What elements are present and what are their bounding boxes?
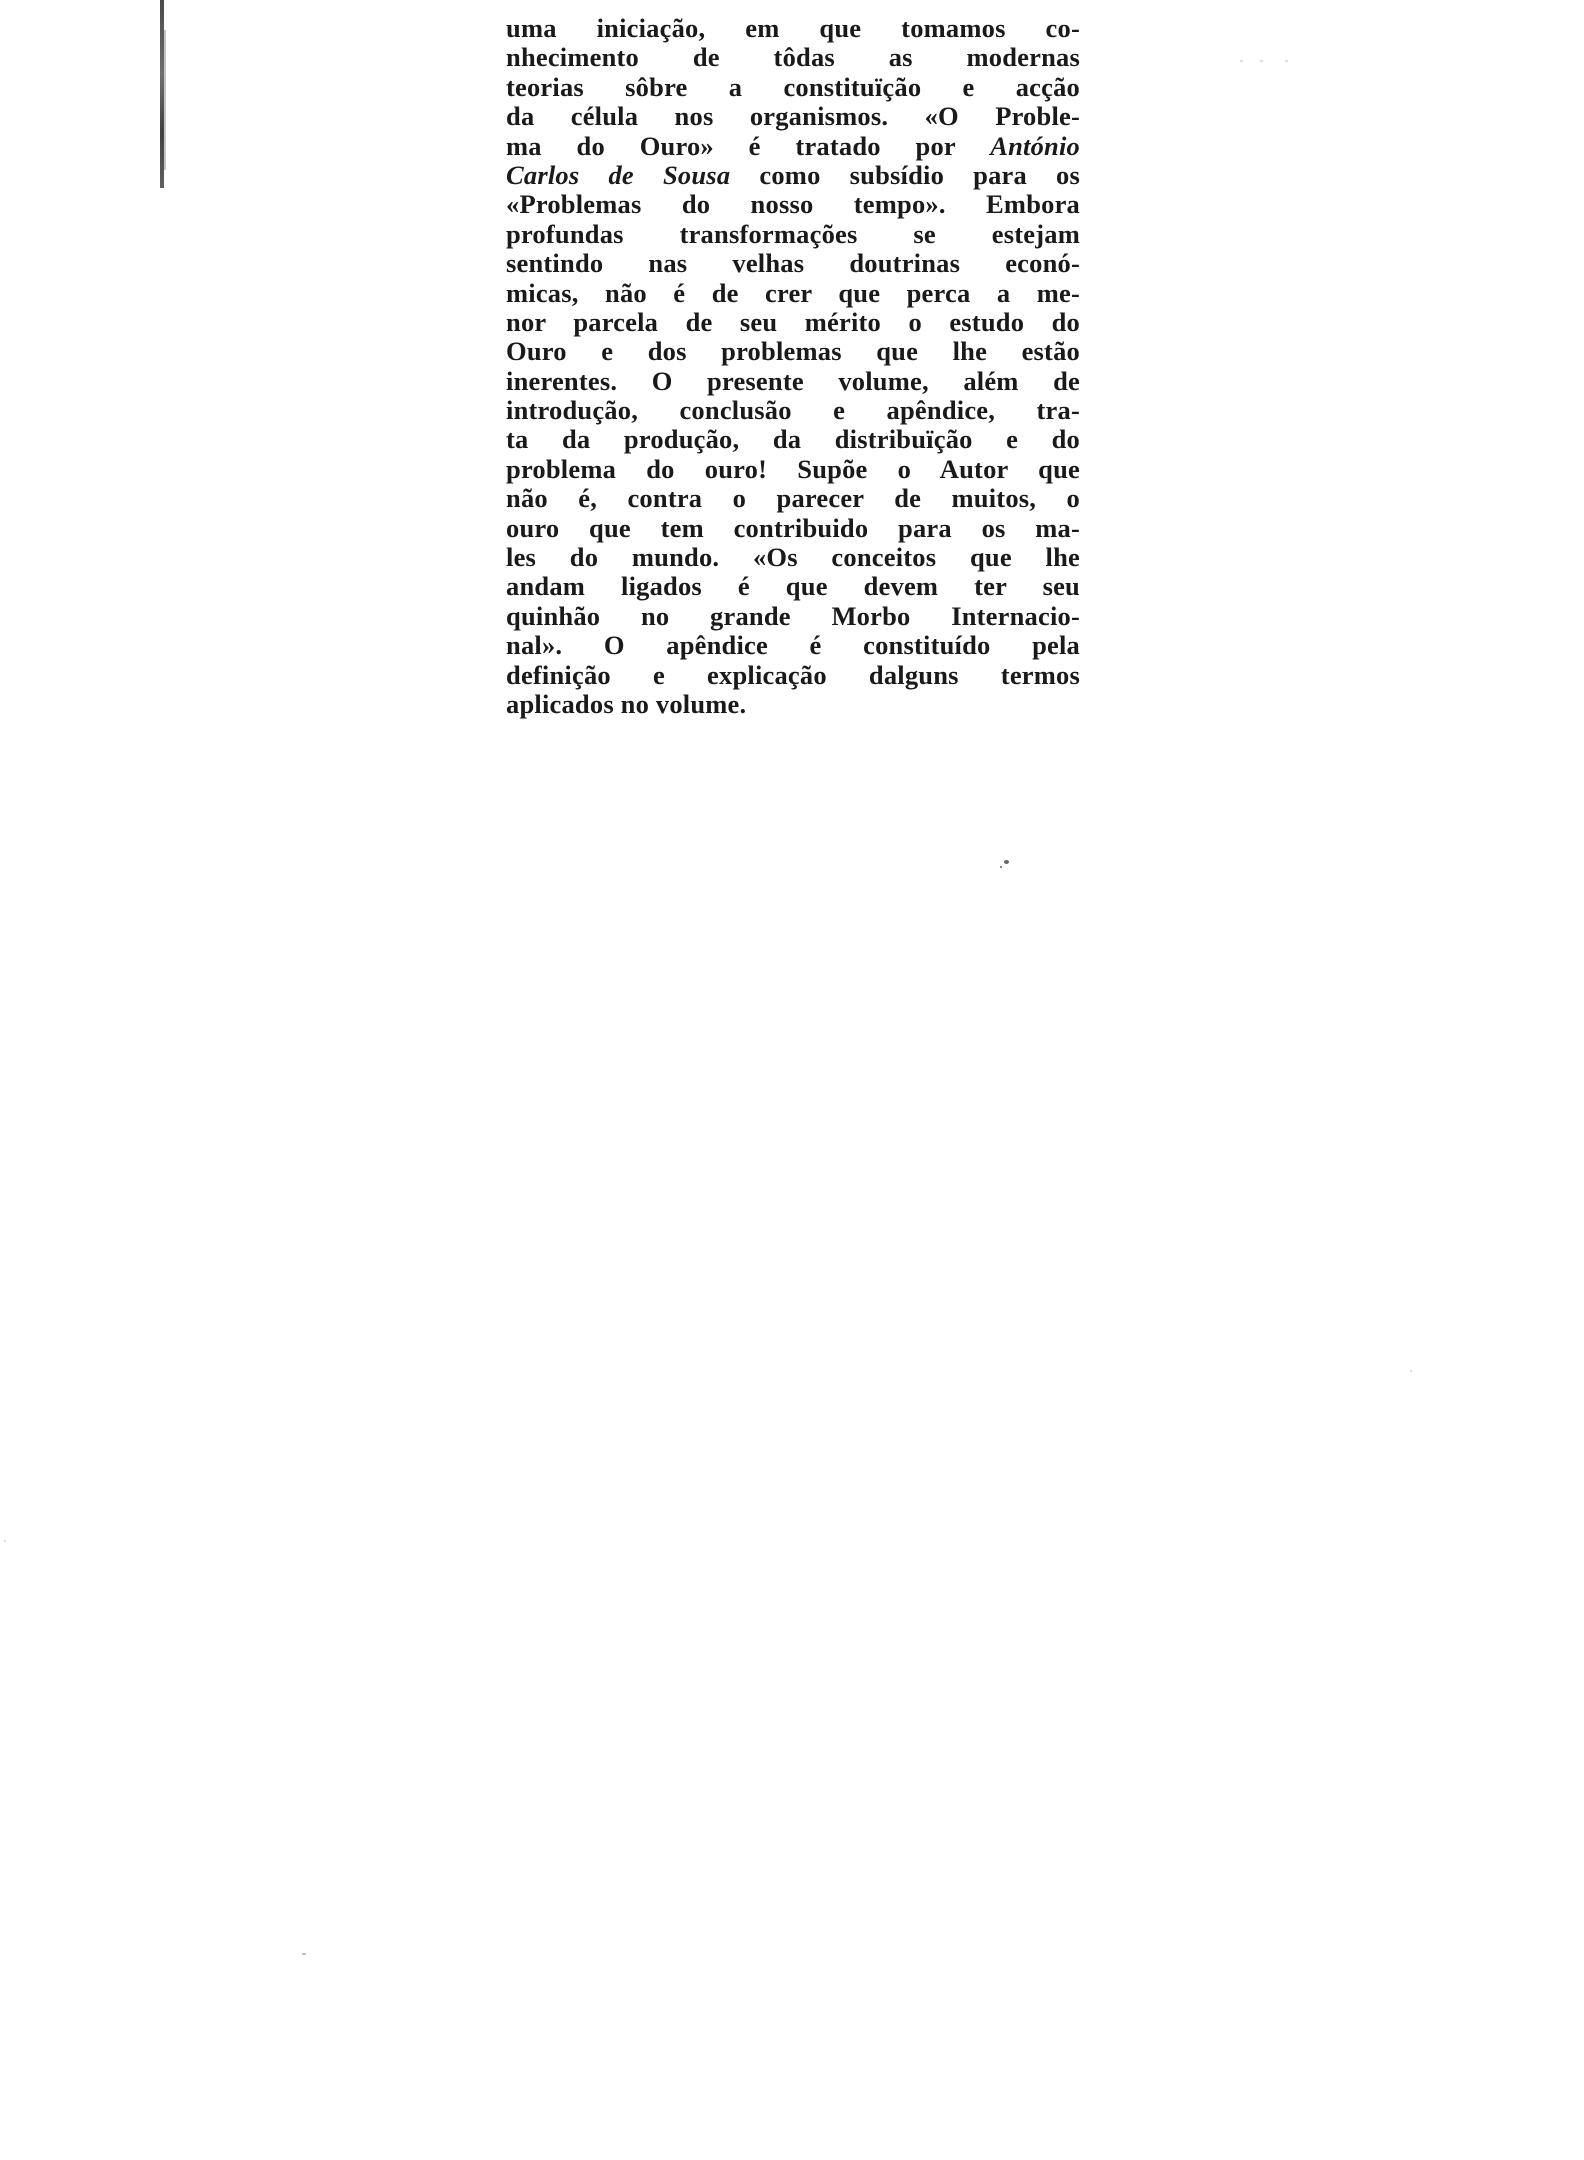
text-line: aplicados no volume. — [506, 688, 747, 719]
scan-speck — [302, 1953, 306, 1955]
text-line: inerentes. O presente volume, além de — [506, 365, 1080, 396]
text-line: Ouro e dos problemas que lhe estão — [506, 336, 1080, 367]
scan-speck — [4, 1540, 6, 1542]
text-line: ta da produção, da distribuïção e do — [506, 424, 1080, 455]
text-line: definição e explicação dalguns termos — [506, 659, 1080, 690]
text-segment: como subsídio para os — [730, 159, 1080, 190]
text-line: não é, contra o parecer de muitos, o — [506, 483, 1080, 514]
text-line: micas, não é de crer que perca a me- — [506, 277, 1080, 308]
author-name-italic: Carlos de Sousa — [506, 159, 731, 190]
text-line — [506, 132, 1080, 161]
text-line: nal». O apêndice é constituído pela — [506, 630, 1080, 661]
text-line: andam ligados é que devem ter seu — [506, 571, 1080, 602]
text-segment: ma do Ouro» é tratado por — [506, 130, 991, 161]
text-line: nor parcela de seu mérito o estudo do — [506, 306, 1080, 337]
scan-speck — [1240, 60, 1243, 62]
text-line: ouro que tem contribuido para os ma- — [506, 512, 1080, 543]
article-column — [506, 14, 1080, 719]
text-line: nhecimento de tôdas as modernas — [506, 42, 1080, 73]
text-line: da célula nos organismos. «O Proble- — [506, 101, 1080, 132]
scan-speck — [1260, 60, 1263, 62]
text-line: «Problemas do nosso tempo». Embora — [506, 189, 1080, 220]
text-line: profundas transformações se estejam — [506, 218, 1080, 249]
text-line: uma iniciação, em que tomamos co- — [506, 13, 1080, 43]
text-line: problema do ouro! Supõe o Autor que — [506, 453, 1080, 484]
scan-speck — [1004, 860, 1009, 864]
text-line: les do mundo. «Os conceitos que lhe — [506, 542, 1080, 573]
text-line: introdução, conclusão e apêndice, tra- — [506, 395, 1080, 426]
text-line: quinhão no grande Morbo Internacio- — [506, 600, 1080, 631]
scan-speck — [1410, 1370, 1412, 1372]
text-line: teorias sôbre a constituïção e acção — [506, 71, 1080, 102]
binding-edge-shadow — [164, 30, 166, 170]
text-line — [506, 161, 1080, 190]
author-name-italic: António — [990, 130, 1080, 161]
scan-speck — [1285, 60, 1288, 62]
text-line: sentindo nas velhas doutrinas econó- — [506, 248, 1080, 279]
scan-speck — [1000, 866, 1002, 868]
